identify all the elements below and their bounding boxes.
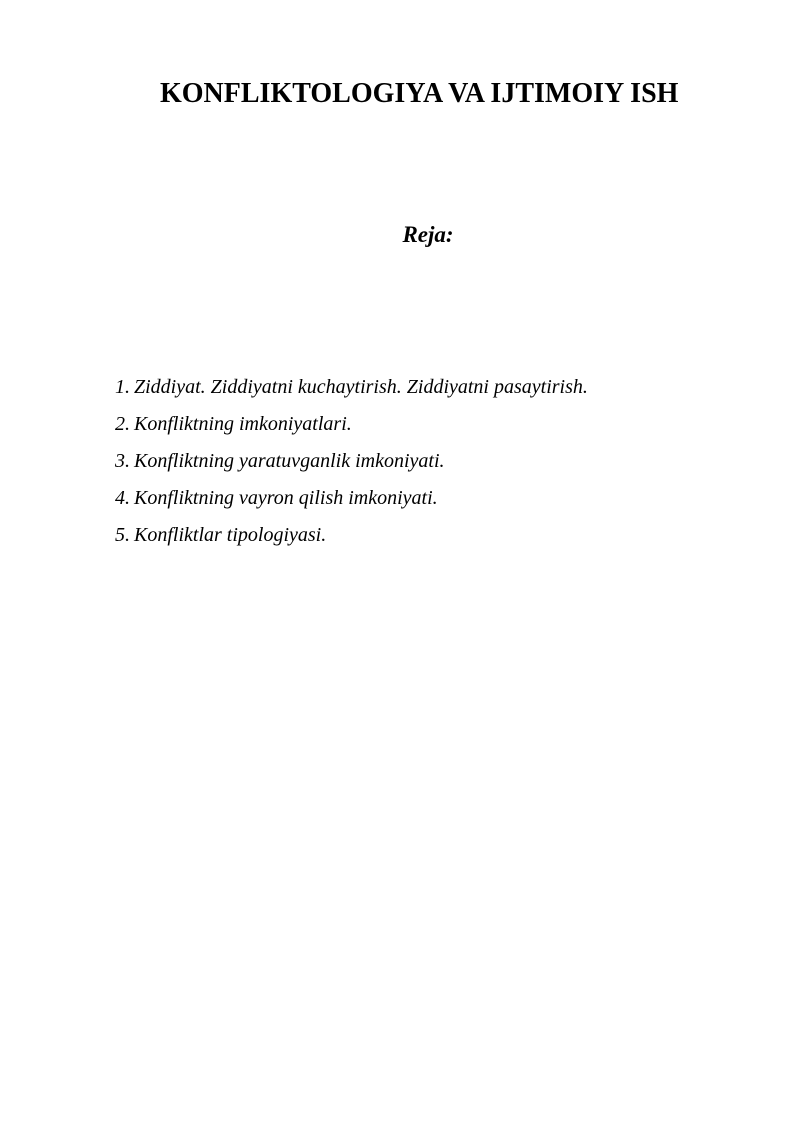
- plan-item-number: 4.: [115, 487, 130, 509]
- plan-item-5: [115, 522, 588, 559]
- plan-item-2: [115, 411, 588, 448]
- plan-item-text: Konfliktlar tipologiyasi.: [134, 524, 327, 546]
- plan-list: [115, 374, 588, 559]
- plan-item-text: Ziddiyat. Ziddiyatni kuchaytirish. Ziddiyatni pasaytirish.: [134, 376, 588, 398]
- plan-item-4: [115, 485, 588, 522]
- plan-heading: Reja:: [402, 222, 454, 247]
- plan-item-text: Konfliktning imkoniyatlari.: [134, 413, 352, 435]
- plan-item-number: 2.: [115, 413, 130, 435]
- plan-item-number: 5.: [115, 524, 130, 546]
- plan-item-number: 3.: [115, 450, 130, 472]
- document-title: KONFLIKTOLOGIYA VA IJTIMOIY ISH: [160, 78, 679, 109]
- plan-item-3: [115, 448, 588, 485]
- plan-item-1: [115, 374, 588, 411]
- plan-item-number: 1.: [115, 376, 130, 398]
- plan-item-text: Konfliktning yaratuvganlik imkoniyati.: [134, 450, 445, 472]
- plan-item-text: Konfliktning vayron qilish imkoniyati.: [134, 487, 438, 509]
